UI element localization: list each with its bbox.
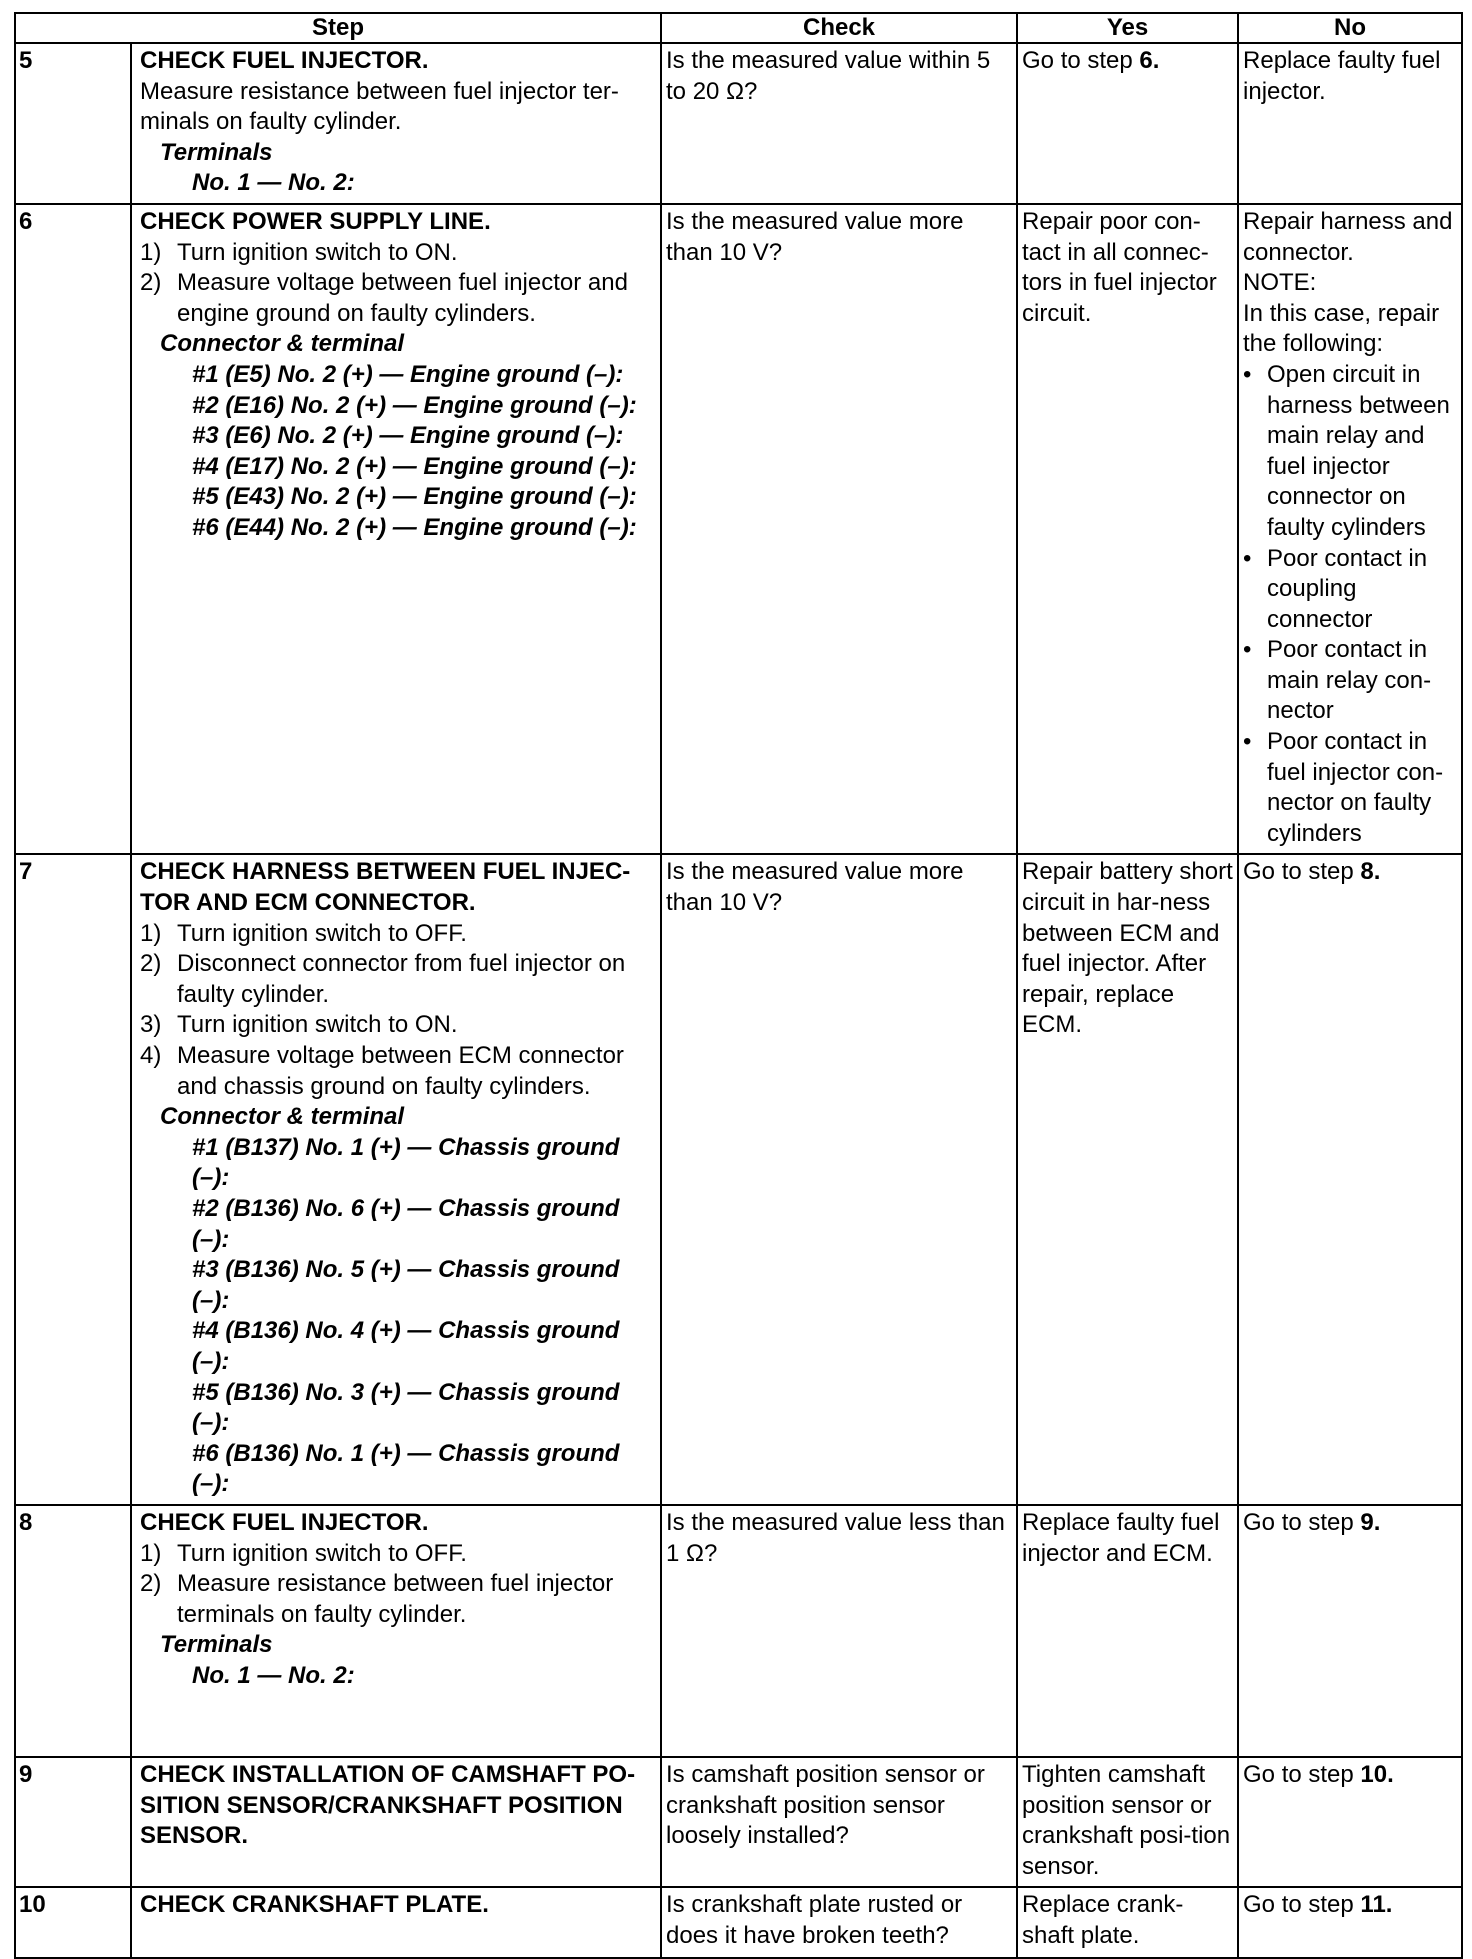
step-number: 6 xyxy=(15,204,131,854)
note-bullet-text: Poor contact in main relay con-nector xyxy=(1267,636,1432,725)
step-terminal: #2 (B136) No. 6 (+) — Chassis ground xyxy=(192,1194,620,1222)
bullet-icon: • xyxy=(1243,728,1252,756)
header-no: No xyxy=(1238,13,1462,43)
no-cell xyxy=(1238,1887,1462,1958)
step-item-number: 3) xyxy=(140,1011,162,1039)
step-item xyxy=(140,919,654,950)
step-item-number: 2) xyxy=(140,269,162,297)
step-terminal: #1 (B137) No. 1 (+) — Chassis ground xyxy=(192,1133,620,1161)
step-text: Measure resistance between fuel injector ter-minals on faulty cylinder. xyxy=(140,77,619,136)
no-step-ref: 10. xyxy=(1360,1760,1394,1788)
step-terminal: No. 1 — No. 2: xyxy=(192,1661,355,1689)
step-content xyxy=(131,854,661,1504)
no-cell xyxy=(1238,1757,1462,1887)
step-subheading: Terminals xyxy=(160,1631,273,1659)
step-terminal: #5 (E43) No. 2 (+) — Engine ground (–): xyxy=(192,483,637,511)
no-main-text: Repair harness and connector. xyxy=(1243,207,1453,266)
header-step: Step xyxy=(15,13,661,43)
step-terminal: (–): xyxy=(192,1470,230,1498)
step-item-text: Turn ignition switch to ON. xyxy=(177,1011,458,1039)
table-row xyxy=(15,1757,1462,1887)
no-text: Go to step xyxy=(1243,1760,1361,1788)
bullet-icon: • xyxy=(1243,544,1252,572)
step-content xyxy=(131,1757,661,1887)
check-cell: Is the measured value more than 10 V? xyxy=(661,854,1017,1504)
step-terminal: #6 (E44) No. 2 (+) — Engine ground (–): xyxy=(192,513,637,541)
yes-cell: Repair battery short circuit in har-ness between ECM and fuel injector. After repair, replace ECM. xyxy=(1017,854,1238,1504)
step-content xyxy=(131,1505,661,1757)
step-terminal: (–): xyxy=(192,1286,230,1314)
step-terminal: #3 (E6) No. 2 (+) — Engine ground (–): xyxy=(192,422,624,450)
step-title: CHECK FUEL INJECTOR. xyxy=(140,1508,429,1536)
step-item-number: 1) xyxy=(140,238,162,266)
table-row xyxy=(15,43,1462,204)
header-check: Check xyxy=(661,13,1017,43)
step-terminal: No. 1 — No. 2: xyxy=(192,169,355,197)
step-number: 5 xyxy=(15,43,131,204)
step-terminal: #5 (B136) No. 3 (+) — Chassis ground xyxy=(192,1378,620,1406)
step-content xyxy=(131,43,661,204)
step-terminal: #4 (B136) No. 4 (+) — Chassis ground xyxy=(192,1317,620,1345)
step-terminal: (–): xyxy=(192,1347,230,1375)
step-content xyxy=(131,1887,661,1958)
step-title: CHECK CRANKSHAFT PLATE. xyxy=(140,1891,489,1919)
step-item-text: Measure voltage between fuel injector and engine ground on faulty cylinders. xyxy=(177,269,628,327)
yes-cell: Repair poor con-tact in all connec-tors in fuel injector circuit. xyxy=(1017,204,1238,854)
note-bullet xyxy=(1243,360,1457,544)
step-subheading: Connector & terminal xyxy=(160,330,405,358)
table-row xyxy=(15,204,1462,854)
note-text: In this case, repair the following: xyxy=(1243,299,1440,358)
step-item-text: Measure voltage between ECM connector and chassis ground on faulty cylinders. xyxy=(177,1042,624,1100)
step-item-text: Turn ignition switch to OFF. xyxy=(177,919,467,947)
step-item xyxy=(140,1569,654,1630)
diagnostic-table xyxy=(14,12,1463,1959)
header-row xyxy=(15,13,1462,43)
no-text: Go to step xyxy=(1243,858,1361,886)
check-cell: Is the measured value more than 10 V? xyxy=(661,204,1017,854)
no-cell: Replace faulty fuel injector. xyxy=(1238,43,1462,204)
table-row xyxy=(15,1887,1462,1958)
check-cell: Is camshaft position sensor or crankshaft position sensor loosely installed? xyxy=(661,1757,1017,1887)
note-bullet-text: Open circuit in harness between main relay and fuel injector connector on faulty cylinders xyxy=(1267,360,1450,541)
step-subheading: Connector & terminal xyxy=(160,1103,405,1131)
no-text: Go to step xyxy=(1243,1508,1361,1536)
bullet-icon: • xyxy=(1243,636,1252,664)
step-number: 10 xyxy=(15,1887,131,1958)
step-title: CHECK FUEL INJECTOR. xyxy=(140,47,429,74)
step-item xyxy=(140,1539,654,1570)
step-item-text: Turn ignition switch to OFF. xyxy=(177,1539,467,1567)
note-bullet xyxy=(1243,635,1457,727)
yes-cell: Replace crank-shaft plate. xyxy=(1017,1887,1238,1958)
step-item-number: 1) xyxy=(140,919,162,947)
step-item-number: 4) xyxy=(140,1042,162,1069)
step-subheading: Terminals xyxy=(160,138,273,166)
no-cell xyxy=(1238,1505,1462,1757)
note-label: NOTE: xyxy=(1243,269,1317,297)
table-row xyxy=(15,854,1462,1504)
step-terminal: (–): xyxy=(192,1225,230,1253)
header-yes: Yes xyxy=(1017,13,1238,43)
yes-cell xyxy=(1017,43,1238,204)
yes-cell: Replace faulty fuel injector and ECM. xyxy=(1017,1505,1238,1757)
step-number: 9 xyxy=(15,1757,131,1887)
step-number: 8 xyxy=(15,1505,131,1757)
note-bullet-text: Poor contact in fuel injector con-nector on faulty cylinders xyxy=(1267,728,1444,847)
step-terminal: #1 (E5) No. 2 (+) — Engine ground (–): xyxy=(192,360,624,388)
step-item xyxy=(140,949,654,1010)
note-bullet-text: Poor contact in coupling connector xyxy=(1267,544,1428,633)
step-item-text: Disconnect connector from fuel injector on faulty cylinder. xyxy=(177,950,626,1008)
step-terminal: #2 (E16) No. 2 (+) — Engine ground (–): xyxy=(192,391,637,419)
no-step-ref: 8. xyxy=(1360,858,1381,886)
note-bullet xyxy=(1243,727,1457,849)
step-terminal: (–): xyxy=(192,1409,230,1437)
step-content xyxy=(131,204,661,854)
step-item-number: 2) xyxy=(140,950,162,978)
yes-cell: Tighten camshaft position sensor or crankshaft posi-tion sensor. xyxy=(1017,1757,1238,1887)
step-number: 7 xyxy=(15,854,131,1504)
step-terminal: (–): xyxy=(192,1164,230,1192)
step-item xyxy=(140,268,654,329)
yes-text: Go to step xyxy=(1022,47,1140,74)
step-item xyxy=(140,238,654,269)
step-terminal: #3 (B136) No. 5 (+) — Chassis ground xyxy=(192,1256,620,1284)
no-text: Go to step xyxy=(1243,1891,1361,1919)
no-step-ref: 11. xyxy=(1360,1891,1393,1919)
note-bullet xyxy=(1243,544,1457,636)
step-item xyxy=(140,1041,654,1102)
yes-step-ref: 6. xyxy=(1139,47,1160,74)
step-title: CHECK POWER SUPPLY LINE. xyxy=(140,207,491,235)
step-item-number: 2) xyxy=(140,1570,162,1598)
no-step-ref: 9. xyxy=(1360,1508,1381,1536)
step-terminal: #6 (B136) No. 1 (+) — Chassis ground xyxy=(192,1439,620,1467)
step-title: CHECK INSTALLATION OF CAMSHAFT PO-SITION SENSOR/CRANKSHAFT POSITION SENSOR. xyxy=(140,1760,636,1850)
step-item xyxy=(140,1010,654,1041)
bullet-icon: • xyxy=(1243,360,1252,388)
no-cell xyxy=(1238,854,1462,1504)
table-row xyxy=(15,1505,1462,1757)
step-item-text: Turn ignition switch to ON. xyxy=(177,238,458,266)
check-cell: Is crankshaft plate rusted or does it have broken teeth? xyxy=(661,1887,1017,1958)
no-cell xyxy=(1238,204,1462,854)
step-item-text: Measure resistance between fuel injector terminals on faulty cylinder. xyxy=(177,1570,614,1628)
step-title: CHECK HARNESS BETWEEN FUEL INJEC-TOR AND ECM CONNECTOR. xyxy=(140,858,631,917)
check-cell: Is the measured value less than 1 Ω? xyxy=(661,1505,1017,1757)
check-cell: Is the measured value within 5 to 20 Ω? xyxy=(661,43,1017,204)
step-terminal: #4 (E17) No. 2 (+) — Engine ground (–): xyxy=(192,452,637,480)
step-item-number: 1) xyxy=(140,1539,162,1567)
